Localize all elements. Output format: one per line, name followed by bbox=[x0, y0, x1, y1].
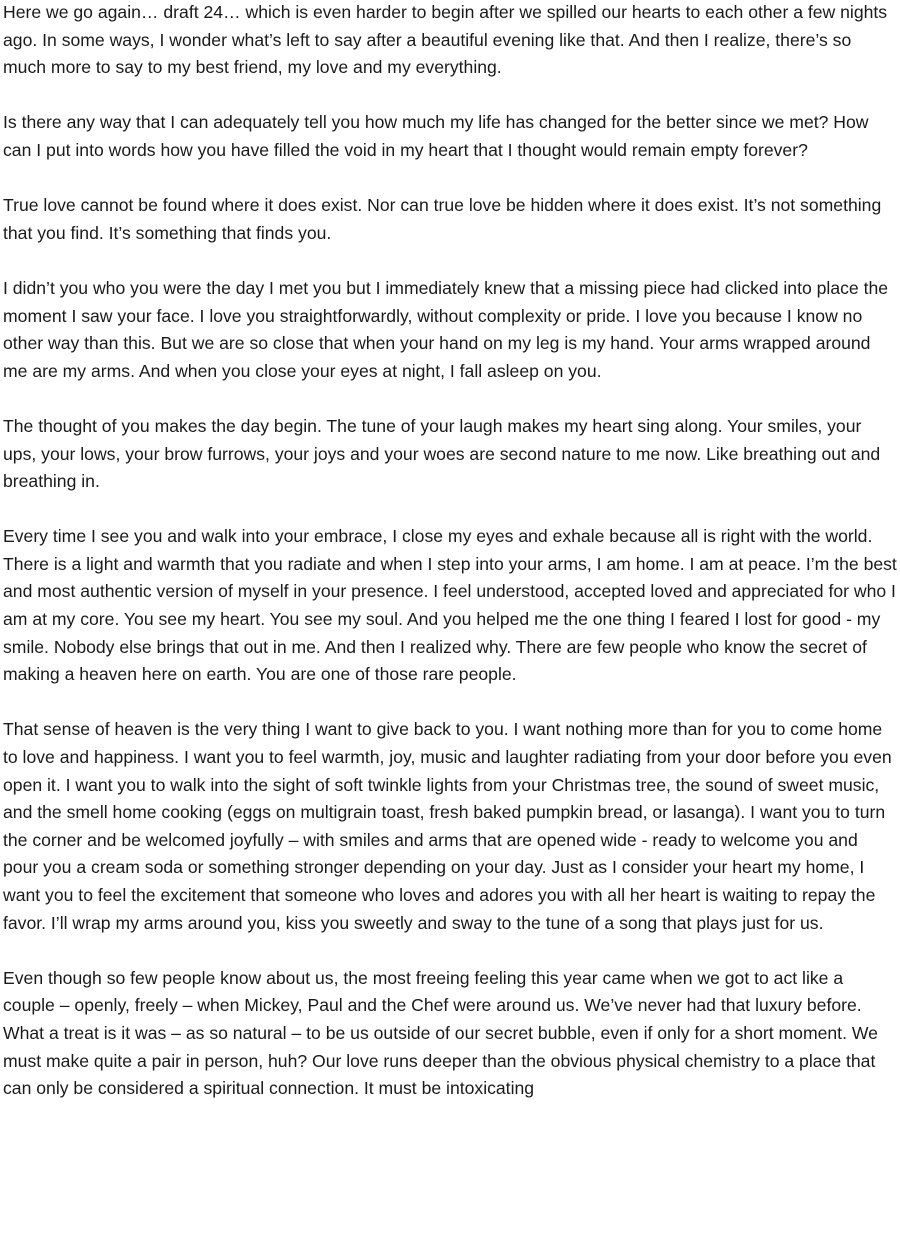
paragraph-life-changed: Is there any way that I can adequately tell you how much my life has changed for the better since we met? How can I put into words how you have filled the void in my heart that I thought would remain empty forever? bbox=[3, 112, 869, 160]
document-page bbox=[3, 0, 897, 1234]
paragraph-thought-of-you: The thought of you makes the day begin. The tune of your laugh makes my heart sing along. Your smiles, your ups, your lows, your brow furrows, your joys and your woes are second nature to me now. Like breathing out and breathing in. bbox=[3, 415, 881, 492]
paragraph-draft-24: Here we go again… draft 24… which is even harder to begin after we spilled our hearts to each other a few nights ago. In some ways, I wonder what’s left to say after a beautiful evening like that. And then I realize, there’s so much more to say to my best friend, my love and my everything. bbox=[3, 2, 888, 78]
paragraph-freeing-feeling: Even though so few people know about us, the most freeing feeling this year came when we got to act like a couple – openly, freely – when Mickey, Paul and the Chef were around us. We’ve never had that luxury before. What a treat is it was – as so natural – to be us outside of our secret bubble, even if only for a short moment. We must make quite a pair in person, huh? Our love runs deeper than the obvious physical chemistry to a place that can only be considered a spiritual connection. It must be intoxicating bbox=[3, 967, 878, 1099]
paragraph-embrace: Every time I see you and walk into your embrace, I close my eyes and exhale because all is right with the world. There is a light and warmth that you radiate and when I step into your arms, I am home. I am at peace. I’m the best and most authentic version of myself in your presence. I feel understood, accepted loved and appreciated for who I am at my core. You see my heart. You see my soul. And you helped me the one thing I feared I lost for good - my smile. Nobody else brings that out in me. And then I realized why. There are few people who know the secret of making a heaven here on earth. You are one of those rare people. bbox=[3, 526, 897, 685]
paragraph-true-love: True love cannot be found where it does exist. Nor can true love be hidden where it does exist. It’s not something that you find. It’s something that finds you. bbox=[3, 195, 882, 243]
paragraph-sense-of-heaven: That sense of heaven is the very thing I want to give back to you. I want nothing more than for you to come home to love and happiness. I want you to feel warmth, joy, music and laughter radiating from your door before you even open it. I want you to walk into the sight of soft twinkle lights from your Christmas tree, the sound of sweet music, and the smell home cooking (eggs on multigrain toast, fresh baked pumpkin bread, or lasanga). I want you to turn the corner and be welcomed joyfully – with smiles and arms that are opened wide - ready to welcome you and pour you a cream soda or something stronger depending on your day. Just as I consider your heart my home, I want you to feel the excitement that someone who loves and adores you with all her heart is waiting to repay the favor. I’ll wrap my arms around you, kiss you sweetly and sway to the tune of a song that plays just for us. bbox=[3, 719, 892, 933]
paragraph-missing-piece: I didn’t you who you were the day I met you but I immediately knew that a missing piece had clicked into place the moment I saw your face. I love you straightforwardly, without complexity or pride. I love you because I know no other way than this. But we are so close that when your hand on my leg is my hand. Your arms wrapped around me are my arms. And when you close your eyes at night, I fall asleep on you. bbox=[3, 277, 889, 381]
